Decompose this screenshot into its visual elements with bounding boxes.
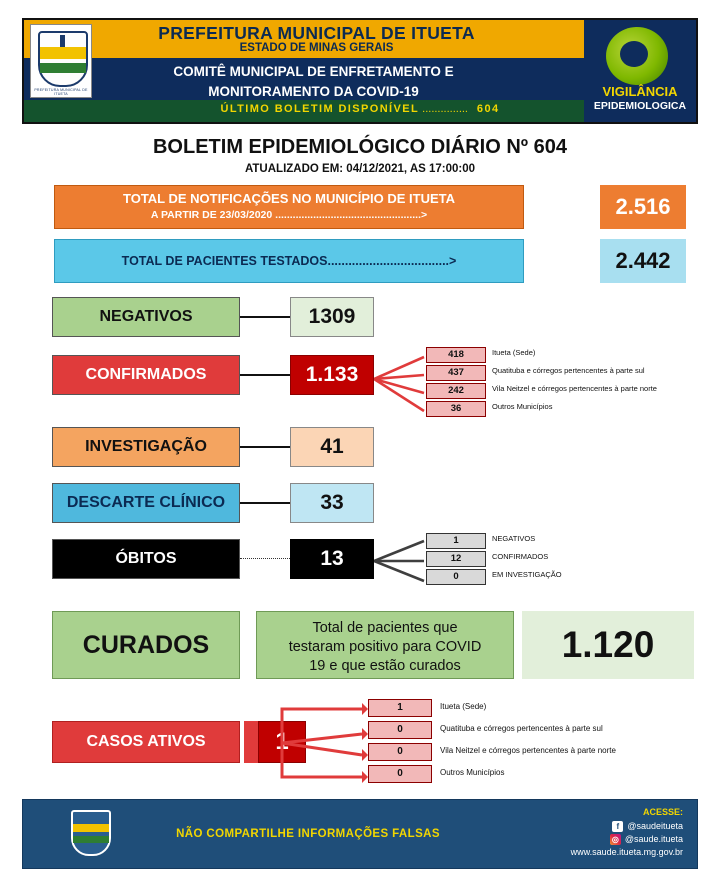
value-obitos: 13 — [290, 539, 374, 579]
footer-access-label: ACESSE: — [642, 807, 683, 817]
breakdown-value: 418 — [426, 347, 486, 363]
connector-investigacao — [240, 446, 290, 448]
connector-confirmados — [240, 374, 290, 376]
casos-ativos-bar — [244, 721, 258, 763]
page-header — [22, 18, 698, 124]
notifications-box — [54, 185, 524, 229]
value-casos-ativos: 1 — [258, 721, 306, 763]
curados-desc-line2: testaram positivo para COVID — [288, 639, 482, 655]
footer-crest-band-green — [73, 836, 109, 843]
row-confirmados — [22, 348, 698, 417]
value-negativos: 1309 — [290, 297, 374, 337]
footer-website[interactable] — [453, 846, 683, 859]
breakdown-text: Quatituba e córregos pertencentes à parte sul — [492, 366, 645, 375]
footer-message: NÃO COMPARTILHE INFORMAÇÕES FALSAS — [176, 828, 440, 840]
crest-band-yellow — [40, 47, 86, 59]
facebook-icon: f — [612, 821, 623, 832]
tested-row — [22, 239, 698, 283]
breakdown-text: EM INVESTIGAÇÃO — [492, 570, 562, 579]
deaths-arrows-icon — [374, 539, 426, 599]
page-footer — [22, 799, 698, 869]
swirl-icon — [606, 27, 668, 85]
notifications-value: 2.516 — [600, 185, 686, 229]
footer-instagram-handle: @saude.itueta — [624, 834, 683, 844]
footer-contacts — [453, 806, 683, 859]
active-arrows-icon — [278, 699, 368, 787]
tested-box — [54, 239, 524, 283]
last-bulletin-label: ÚLTIMO BOLETIM DISPONÍVEL — [220, 103, 420, 115]
breakdown-text: Outros Municípios — [492, 402, 553, 411]
logo-line1: VIGILÂNCIA — [602, 84, 678, 99]
crest-label: PREFEITURA MUNICIPAL DE ITUETA — [34, 88, 88, 96]
footer-facebook[interactable] — [453, 820, 683, 833]
curados-desc-line1: Total de pacientes que — [312, 620, 458, 636]
value-curados: 1.120 — [522, 611, 694, 679]
breakdown-value: 0 — [426, 569, 486, 585]
row-curados — [22, 611, 698, 683]
header-committee — [86, 62, 541, 102]
footer-facebook-handle: @saudeitueta — [627, 821, 683, 831]
row-casos-ativos — [22, 699, 698, 787]
breakdown-text: Quatituba e córregos pertencentes à parte sul — [440, 724, 603, 733]
row-investigacao — [22, 427, 698, 473]
instagram-icon: ◎ — [610, 834, 621, 845]
breakdown-value: 437 — [426, 365, 486, 381]
footer-website-url: www.saude.itueta.mg.gov.br — [570, 847, 683, 857]
breakdown-value: 0 — [368, 743, 432, 761]
footer-crest-icon — [67, 808, 111, 860]
footer-crest-band-yellow — [73, 824, 109, 832]
updated-timestamp: ATUALIZADO EM: 04/12/2021, AS 17:00:00 — [244, 163, 476, 175]
connector-obitos — [240, 558, 290, 559]
breakdown-text: NEGATIVOS — [492, 534, 536, 543]
vigilancia-logo — [584, 20, 696, 124]
footer-crest-shield — [71, 810, 111, 856]
breakdown-value: 0 — [368, 765, 432, 783]
breakdown-value: 242 — [426, 383, 486, 399]
crest-shield — [38, 31, 88, 87]
last-bulletin-number: 604 — [476, 103, 500, 115]
row-obitos — [22, 534, 698, 597]
breakdown-value: 1 — [368, 699, 432, 717]
header-city-title: PREFEITURA MUNICIPAL DE ITUETA — [158, 23, 475, 43]
breakdown-text: Vila Neitzel e córregos pertencentes à parte norte — [492, 384, 657, 393]
notifications-sub: A PARTIR DE 23/03/2020 ..................................................> — [150, 209, 428, 221]
row-negativos — [22, 297, 698, 343]
header-state: ESTADO DE MINAS GERAIS — [239, 42, 394, 54]
tested-label: TOTAL DE PACIENTES TESTADOS...................................> — [121, 254, 457, 268]
label-descarte-clinico: DESCARTE CLÍNICO — [52, 483, 240, 523]
row-descarte-clinico — [22, 483, 698, 529]
tested-value: 2.442 — [600, 239, 686, 283]
crest-band-green — [40, 63, 86, 73]
label-curados: CURADOS — [52, 611, 240, 679]
breakdown-text: Vila Neitzel e córregos pertencentes à parte norte — [440, 746, 616, 755]
confirmed-arrows-icon — [374, 355, 426, 415]
breakdown-text: Itueta (Sede) — [440, 702, 487, 711]
notifications-label: TOTAL DE NOTIFICAÇÕES NO MUNICÍPIO DE ITUETA — [123, 191, 455, 206]
label-casos-ativos: CASOS ATIVOS — [52, 721, 240, 763]
header-committee-line2: MONITORAMENTO DA COVID-19 — [208, 84, 419, 99]
value-descarte-clinico: 33 — [290, 483, 374, 523]
page-title: BOLETIM EPIDEMIOLÓGICO DIÁRIO Nº 604 — [152, 136, 567, 158]
footer-instagram[interactable] — [453, 833, 683, 846]
last-bulletin-dots: ............... — [419, 103, 468, 115]
header-committee-line1: COMITÊ MUNICIPAL DE ENFRETAMENTO E — [173, 64, 454, 79]
logo-line2: EPIDEMIOLOGICA — [593, 100, 687, 112]
connector-negativos — [240, 316, 290, 318]
breakdown-text: Outros Municípios — [440, 768, 505, 777]
breakdown-text: CONFIRMADOS — [492, 552, 549, 561]
label-obitos: ÓBITOS — [52, 539, 240, 579]
curados-description — [256, 611, 514, 679]
label-investigacao: INVESTIGAÇÃO — [52, 427, 240, 467]
breakdown-text: Itueta (Sede) — [492, 348, 536, 357]
value-confirmados: 1.133 — [290, 355, 374, 395]
curados-desc-line3: 19 e que estão curados — [309, 658, 461, 674]
city-crest-icon — [30, 24, 92, 98]
value-investigacao: 41 — [290, 427, 374, 467]
connector-descarte-clinico — [240, 502, 290, 504]
breakdown-value: 12 — [426, 551, 486, 567]
label-negativos: NEGATIVOS — [52, 297, 240, 337]
label-confirmados: CONFIRMADOS — [52, 355, 240, 395]
breakdown-value: 1 — [426, 533, 486, 549]
breakdown-value: 36 — [426, 401, 486, 417]
breakdown-value: 0 — [368, 721, 432, 739]
notifications-row — [22, 185, 698, 229]
